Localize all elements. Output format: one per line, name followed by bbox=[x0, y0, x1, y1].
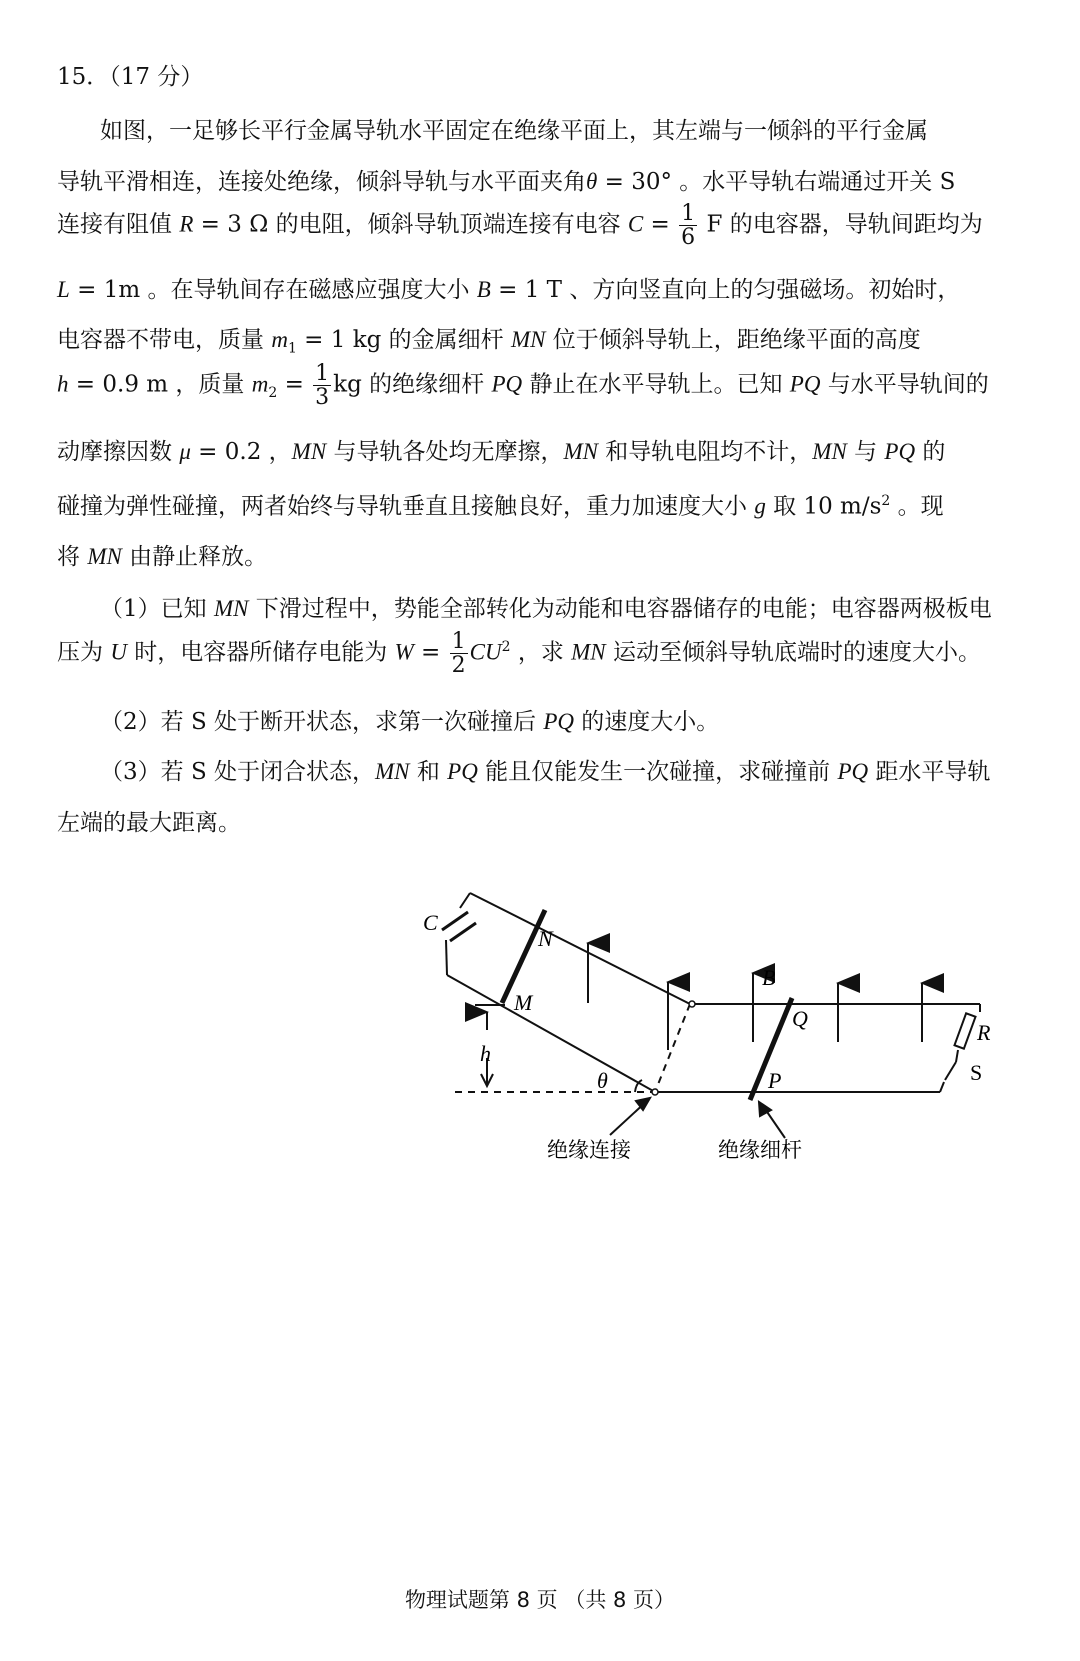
joint-node-lower bbox=[652, 1089, 658, 1095]
q3-line-1: （3）若 S 处于闭合状态，MN 和 PQ 能且仅能发生一次碰撞，求碰撞前 PQ 距水平导轨 bbox=[100, 759, 991, 785]
label-C: C bbox=[423, 910, 438, 935]
label-S: S bbox=[970, 1060, 983, 1085]
stem-line-9: 将 MN 由静止释放。 bbox=[57, 544, 268, 570]
label-theta: θ bbox=[597, 1068, 608, 1093]
stem-line-5: 电容器不带电，质量 $m_1 = 1$ kg 的金属细杆 MN 位于倾斜导轨上，距绝缘平面的高度 bbox=[57, 327, 921, 357]
fraction-mass: $\frac{1}{3}$ bbox=[315, 361, 330, 411]
caption-insulated-joint: 绝缘连接 bbox=[547, 1138, 631, 1162]
inclined-rail-lower bbox=[447, 975, 655, 1092]
label-Q: Q bbox=[792, 1006, 808, 1031]
switch-blade bbox=[945, 1062, 956, 1080]
capacitor-plate-1 bbox=[442, 912, 468, 930]
q1-line-2: 压为 U 时，电容器所储存电能为 W = $\frac{1}{2}$ $CU^2$ ，求 MN 运动至倾斜导轨底端时的速度大小。 bbox=[57, 629, 981, 679]
label-P: P bbox=[768, 1068, 782, 1093]
q3-line-2: 左端的最大距离。 bbox=[57, 810, 241, 836]
stem-line-8: 碰撞为弹性碰撞，两者始终与导轨垂直且接触良好，重力加速度大小 g 取 10 $m/s^2$ 。现 bbox=[57, 493, 944, 520]
stem-line-6: h = 0.9 m ，质量 $m_2$ = $\frac{1}{3}$ kg 的绝缘细杆 PQ 静止在水平导轨上。已知 PQ 与水平导轨间的 bbox=[57, 361, 989, 411]
question-number: 15． bbox=[57, 64, 110, 90]
stem-line-7: 动摩擦因数 μ = 0.2 ，MN 与导轨各处均无摩擦，MN 和导轨电阻均不计，MN 与 PQ 的 bbox=[57, 439, 946, 465]
capacitor-plate-2 bbox=[450, 923, 476, 941]
joint-node-upper bbox=[689, 1001, 695, 1007]
question-points: （17 分） bbox=[109, 64, 204, 90]
q1-line-1: （1）已知 MN 下滑过程中，势能全部转化为动能和电容器储存的电能；电容器两极板电 bbox=[100, 596, 992, 622]
page-footer: 物理试题第 8 页 （共 8 页） bbox=[404, 1588, 676, 1612]
q2-line: （2）若 S 处于断开状态，求第一次碰撞后 PQ 的速度大小。 bbox=[100, 709, 720, 735]
switch-wire-bottom bbox=[940, 1082, 944, 1092]
fraction-energy: $\frac{1}{2}$ bbox=[451, 629, 466, 679]
label-R: R bbox=[977, 1020, 991, 1045]
stem-line-2: 导轨平滑相连，连接处绝缘，倾斜导轨与水平面夹角θ = 30° 。水平导轨右端通过开关 S bbox=[57, 169, 956, 195]
inclined-rail-upper bbox=[470, 893, 690, 1004]
label-M: M bbox=[514, 990, 533, 1015]
caption-insulated-rod: 绝缘细杆 bbox=[718, 1138, 802, 1162]
capacitor-wire-bottom bbox=[446, 940, 447, 975]
switch-wire-top bbox=[956, 1050, 958, 1062]
stem-line-1: 如图，一足够长平行金属导轨水平固定在绝缘平面上，其左端与一倾斜的平行金属 bbox=[100, 118, 928, 144]
capacitor-wire-top bbox=[460, 893, 470, 908]
stem-line-4: L = 1m 。在导轨间存在磁感应强度大小 B = 1 T 、方向竖直向上的匀强磁场。初始时， bbox=[57, 277, 961, 303]
resistor bbox=[954, 1013, 975, 1048]
stem-line-3: 连接有阻值 R = 3 Ω 的电阻，倾斜导轨顶端连接有电容 C = $\frac{1}{6}$ F 的电容器，导轨间距均为 bbox=[57, 201, 983, 251]
fraction-capacitance: $\frac{1}{6}$ bbox=[681, 201, 696, 251]
label-B: B bbox=[762, 965, 776, 990]
insulated-joint-dashed bbox=[655, 1004, 690, 1092]
label-N: N bbox=[538, 926, 553, 951]
label-h: h bbox=[480, 1041, 491, 1066]
